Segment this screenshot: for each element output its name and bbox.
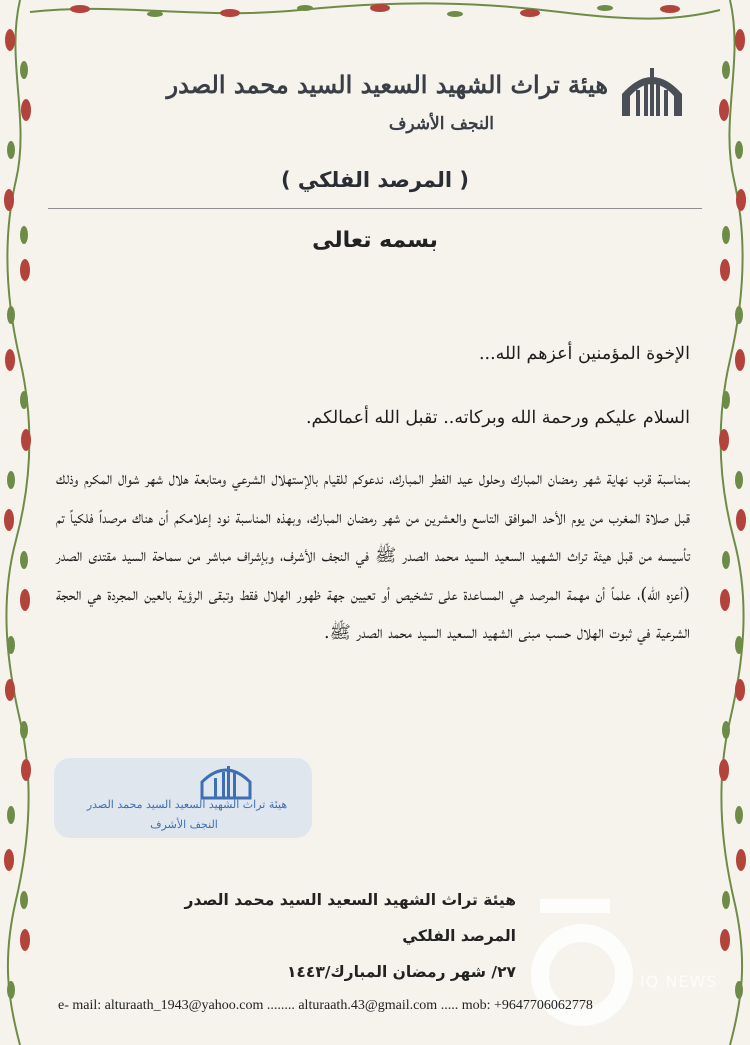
signature-date: ٢٧/ شهر رمضان المبارك/١٤٤٣	[286, 963, 516, 981]
invocation: بسمه تعالى	[312, 228, 438, 253]
right-border-vine	[716, 0, 750, 1045]
header-divider	[48, 208, 702, 209]
signature-org: هيئة تراث الشهيد السعيد السيد محمد الصدر	[184, 891, 516, 909]
letter-content	[56, 0, 694, 1045]
letterhead	[56, 58, 694, 138]
signature-dept: المرصد الفلكي	[402, 927, 516, 945]
stamp-dome-icon	[196, 760, 256, 800]
contact-footer	[58, 998, 714, 1014]
salutation: السلام عليكم ورحمة الله وبركاته.. تقبل الله أعمالكم.	[305, 408, 690, 428]
stamp-org-name: هيئة تراث الشهيد السعيد السيد محمد الصدر	[86, 798, 288, 811]
footer-email-gmail-mobile: alturaath.43@gmail.com ..... mob: +9647706062778	[298, 998, 593, 1013]
greeting: الإخوة المؤمنين أعزهم الله...	[478, 344, 690, 364]
letter-body: بمناسبة قرب نهاية شهر رمضان المبارك وحلول عيد الفطر المبارك، ندعوكم للقيام بالإستهلال الشرعي ومتابعة هلال شهر شوال المكرم وذلك قبل صلاة المغرب من يوم الأحد الموافق التاسع والعشرين من شهر رمضان المبارك، وبهذه المناسبة نود إعلامكم أن هناك مرصداً فلكياً تم تأسيسه من قبل هيئة تراث الشهيد السعيد السيد محمد الصدر ﷺ في النجف الأشرف، وبإشراف مباشر من سماحة السيد مقتدى الصدر (أعزه الله)، علماً أن مهمة المرصد هي المساعدة على تشخيص أو تعيين جهة ظهور الهلال فقط وتبقى الرؤية بالعين المجردة هي الحجة الشرعية في ثبوت الهلال حسب مبنى الشهيد السعيد السيد محمد الصدر ﷺ.	[56, 469, 690, 643]
dome-logo-icon	[614, 64, 690, 118]
watermark-text: IQ NEWS	[640, 972, 718, 991]
signature-block	[56, 882, 516, 990]
stamp-city: النجف الأشرف	[150, 818, 218, 831]
department-title: ( المرصد الفلكي )	[280, 168, 469, 192]
organization-name: هيئة تراث الشهيد السعيد السيد محمد الصدر	[166, 70, 608, 99]
footer-email-yahoo: e- mail: alturaath_1943@yahoo.com ........	[58, 998, 295, 1013]
official-stamp	[54, 758, 312, 838]
left-border-vine	[0, 0, 34, 1045]
organization-city: النجف الأشرف	[388, 114, 494, 134]
